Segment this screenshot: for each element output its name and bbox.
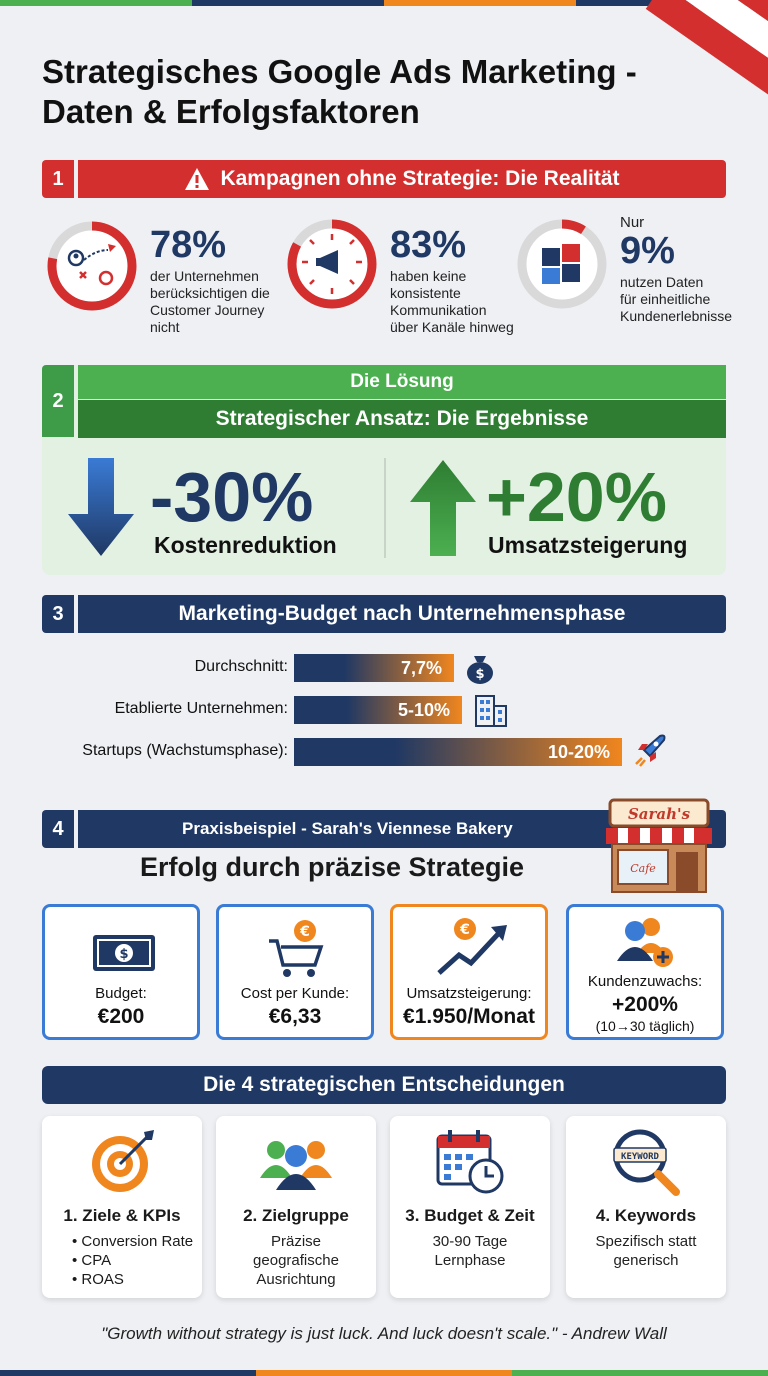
bar-label-1: Durchschnitt:: [194, 658, 288, 675]
users-add-icon: [615, 913, 681, 971]
budget-bar-average: 7,7%: [294, 654, 454, 682]
group-icon: [260, 1130, 332, 1194]
shopping-cart-euro-icon: [265, 917, 331, 979]
section-1-header: [42, 160, 726, 198]
growth-chart-euro-icon: [435, 915, 509, 979]
stat-desc-2: haben keine konsistente Kommunikation über Kanäle hinweg: [390, 268, 514, 335]
section-number: 2: [42, 365, 74, 437]
section-3-header: [42, 595, 726, 633]
bar-label-3: Startups (Wachstumsphase):: [82, 742, 288, 759]
stat-ring-78: [46, 220, 138, 312]
svg-text:Cafe: Cafe: [630, 862, 656, 875]
target-icon: [88, 1128, 156, 1196]
stat-ring-9: [516, 218, 608, 310]
cost-reduction-label: Kostenreduktion: [154, 532, 337, 558]
title-line-2: Daten & Erfolgsfaktoren: [42, 93, 420, 130]
revenue-increase-label: Umsatzsteigerung: [488, 532, 688, 558]
arrow-up-icon: [408, 458, 478, 558]
bar-label-2: Etablierte Unternehmen:: [114, 700, 288, 717]
section-subtitle: Erfolg durch präzise Strategie: [139, 852, 525, 882]
title-line-1: Strategisches Google Ads Marketing -: [42, 53, 637, 90]
section-number: 1: [42, 160, 74, 198]
card-customer-growth: Kundenzuwachs: +200% (10→30 täglich): [566, 904, 724, 1040]
section-heading: Marketing-Budget nach Unternehmensphase: [78, 595, 726, 633]
bottom-color-stripe: [0, 1370, 768, 1376]
card-cost-per-customer: € Cost per Kunde: €6,33: [216, 904, 374, 1040]
solution-label: Die Lösung: [78, 365, 726, 399]
stat-desc-1: der Unternehmen berücksichtigen die Customer Journey nicht: [150, 268, 270, 335]
arrow-down-icon: [66, 458, 136, 558]
svg-text:KEYWORD: KEYWORD: [621, 1152, 659, 1162]
calendar-clock-icon: [434, 1128, 506, 1196]
card-revenue-increase: € Umsatzsteigerung: €1.950/Monat: [390, 904, 548, 1040]
svg-text:€: €: [460, 922, 470, 938]
stat-value-2: 83%: [390, 224, 467, 266]
section-heading: Praxisbeispiel - Sarah's Viennese Bakery: [78, 810, 726, 848]
building-icon: [470, 692, 510, 728]
section-number: 3: [42, 595, 74, 633]
decision-card-goals: 1. Ziele & KPIs • Conversion Rate • CPA • ROAS: [42, 1116, 202, 1298]
kpi-list: • Conversion Rate • CPA • ROAS: [72, 1232, 193, 1289]
section-number: 4: [42, 810, 74, 848]
stat-desc-3: nutzen Daten für einheitliche Kundenerlebnisse: [620, 274, 733, 324]
budget-bar-established: 5-10%: [294, 696, 462, 724]
decisions-heading: Die 4 strategischen Entscheidungen: [42, 1066, 726, 1104]
stat-value-1: 78%: [150, 224, 227, 266]
svg-text:$: $: [119, 947, 129, 962]
section-heading: Kampagnen ohne Strategie: Die Realität: [78, 160, 726, 198]
page-title: [42, 52, 722, 132]
decision-card-keywords: KEYWORD 4. Keywords Spezifisch statt generisch: [566, 1116, 726, 1298]
banknote-icon: [91, 929, 157, 975]
svg-text:€: €: [300, 924, 310, 940]
card-budget: $ Budget: €200: [42, 904, 200, 1040]
svg-text:$: $: [475, 667, 485, 682]
warning-icon: [184, 167, 210, 191]
money-bag-icon: [462, 650, 498, 686]
quote: "Growth without strategy is just luck. And luck doesn't scale." - Andrew Wall: [101, 1324, 667, 1343]
revenue-increase-value: +20%: [486, 458, 667, 536]
stat-prefix-3: Nur: [620, 214, 645, 231]
stat-ring-83: [286, 218, 378, 310]
cost-reduction-value: -30%: [150, 458, 314, 536]
section-heading: Strategischer Ansatz: Die Ergebnisse: [78, 400, 726, 438]
decision-card-audience: 2. Zielgruppe Präzise geografische Ausrichtung: [216, 1116, 376, 1298]
stat-value-3: 9%: [620, 230, 675, 272]
divider: [384, 458, 386, 558]
budget-bar-startups: 10-20%: [294, 738, 622, 766]
magnifier-keyword-icon: [610, 1128, 682, 1198]
svg-text:Sarah's: Sarah's: [627, 805, 691, 823]
rocket-icon: [630, 730, 670, 770]
decision-card-budget-time: 3. Budget & Zeit 30-90 Tage Lernphase: [390, 1116, 550, 1298]
